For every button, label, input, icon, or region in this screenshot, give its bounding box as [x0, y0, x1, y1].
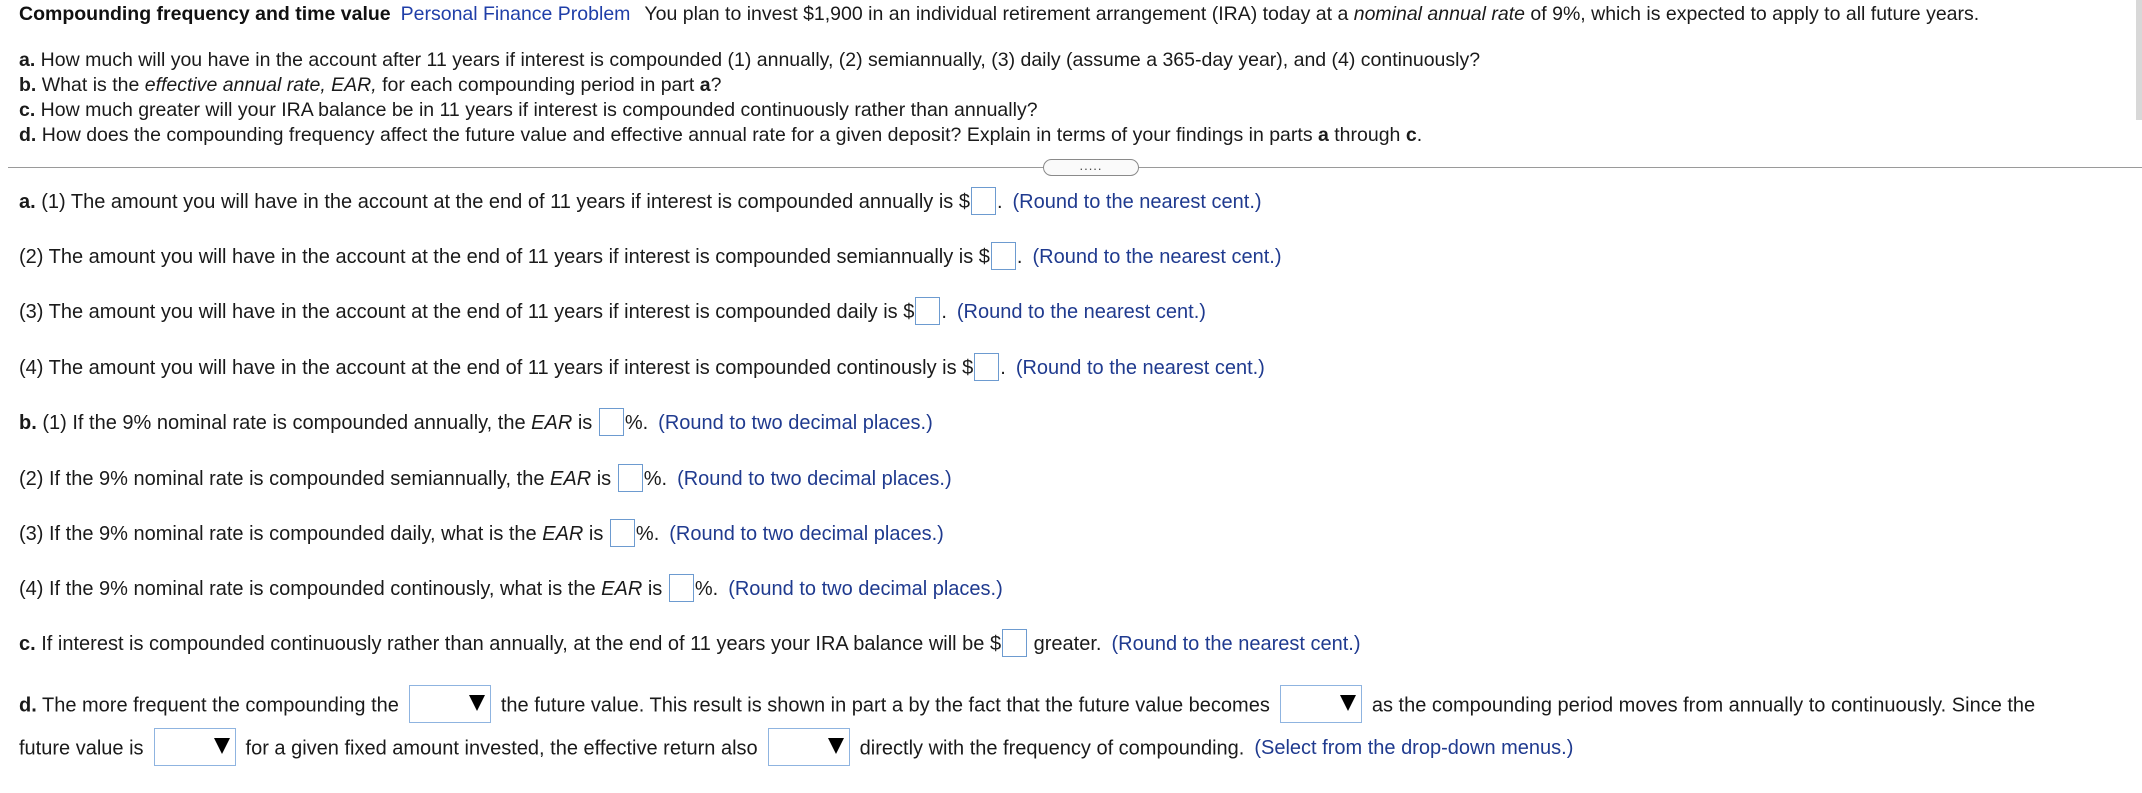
chevron-down-icon [1340, 695, 1356, 711]
personal-finance-tag[interactable]: Personal Finance Problem [400, 3, 631, 25]
intro-text-a: You plan to invest $1,900 in an individual retirement arrangement (IRA) today at a [644, 3, 1354, 25]
answer-a2-input[interactable] [991, 242, 1016, 270]
question-a: a. How much will you have in the account after 11 years if interest is compounded (1) annually, (2) semiannually, (3) daily (assume a 365-day year), and (4) continuously? [19, 49, 1481, 71]
question-c: c. How much greater will your IRA balance be in 11 years if interest is compounded continuously rather than annually? [19, 99, 1038, 121]
answer-a4-row: (4) The amount you will have in the account at the end of 11 years if interest is compounded continously is $ . (Round to the nearest cent.) [19, 354, 1265, 383]
problem-title: Compounding frequency and time value [19, 3, 391, 25]
intro-emphasis: nominal annual rate [1353, 3, 1526, 25]
answer-b4-input[interactable] [669, 574, 694, 602]
question-b: b. What is the effective annual rate, EAR, for each compounding period in part a? [19, 74, 722, 96]
answer-b4-row: (4) If the 9% nominal rate is compounded continously, what is the EAR is %. (Round to two decimal places.) [19, 575, 1003, 604]
answer-b3-row: (3) If the 9% nominal rate is compounded daily, what is the EAR is %. (Round to two decimal places.) [19, 520, 944, 549]
question-list [19, 48, 1480, 148]
answer-a1-input[interactable] [971, 187, 996, 215]
dropdown-d4[interactable] [768, 728, 850, 766]
intro-text-b: of 9%, which is expected to apply to all future years. [1525, 3, 1980, 25]
scrollbar[interactable] [2136, 0, 2142, 120]
answer-c-row: c. If interest is compounded continuously rather than annually, at the end of 11 years your IRA balance will be $ greater. (Round to the nearest cent.) [19, 630, 1361, 659]
answer-d-row-1: d. The more frequent the compounding the the future value. This result is shown in part a by the fact that the future value becomes as the compounding period moves from annually to continuously. Since the [19, 687, 2035, 725]
problem-header [19, 3, 1979, 26]
answer-b3-input[interactable] [610, 519, 635, 547]
answer-b2-input[interactable] [618, 464, 643, 492]
answer-a1-row: a. (1) The amount you will have in the account at the end of 11 years if interest is compounded annually is $ . (Round to the nearest cent.) [19, 188, 1262, 217]
answer-a4-input[interactable] [974, 353, 999, 381]
chevron-down-icon [469, 695, 485, 711]
answer-a2-row: (2) The amount you will have in the account at the end of 11 years if interest is compounded semiannually is $ . (Round to the nearest cent.) [19, 243, 1282, 272]
dropdown-d3[interactable] [154, 728, 236, 766]
answer-d-row-2: future value is for a given fixed amount invested, the effective return also directly with the frequency of compounding. (Select from the drop-down menus.) [19, 730, 1573, 768]
answer-a3-input[interactable] [915, 297, 940, 325]
expand-more-button[interactable]: ..... [1043, 159, 1139, 176]
dropdown-d2[interactable] [1280, 685, 1362, 723]
chevron-down-icon [214, 738, 230, 754]
answer-c-input[interactable] [1002, 629, 1027, 657]
chevron-down-icon [828, 738, 844, 754]
answer-b1-input[interactable] [599, 408, 624, 436]
answer-a3-row: (3) The amount you will have in the account at the end of 11 years if interest is compounded daily is $ . (Round to the nearest cent.) [19, 298, 1206, 327]
answer-b1-row: b. (1) If the 9% nominal rate is compounded annually, the EAR is %. (Round to two decimal places.) [19, 409, 933, 438]
answer-b2-row: (2) If the 9% nominal rate is compounded semiannually, the EAR is %. (Round to two decimal places.) [19, 465, 952, 494]
question-d: d. How does the compounding frequency affect the future value and effective annual rate for a given deposit? Explain in terms of your findings in parts a through c. [19, 124, 1423, 146]
dropdown-d1[interactable] [409, 685, 491, 723]
